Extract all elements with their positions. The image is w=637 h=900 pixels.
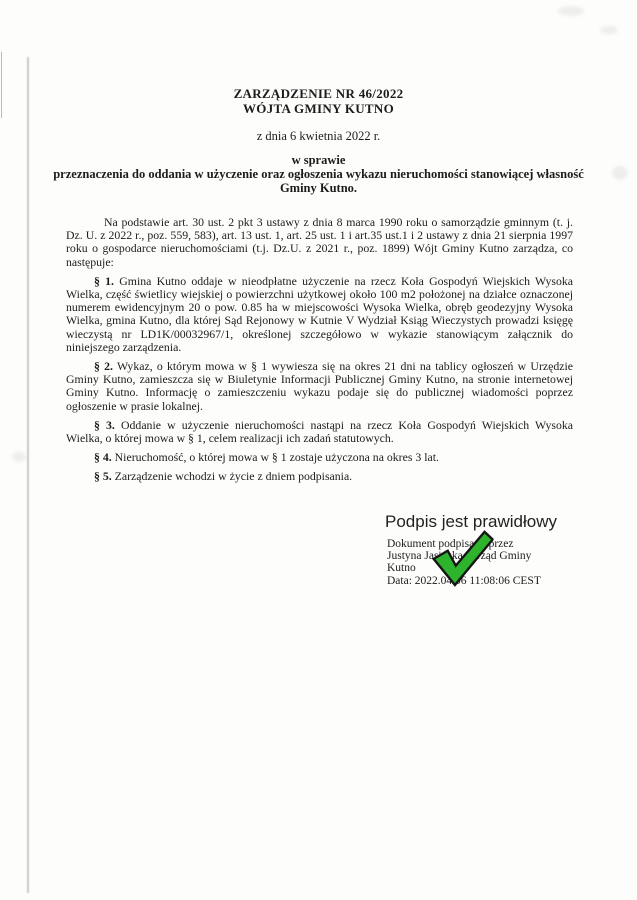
paragraph-text: Nieruchomość, o której mowa w § 1 zostaje użyczona na okres 3 lat. xyxy=(114,450,439,465)
paragraph-text: Gmina Kutno oddaje w nieodpłatne użyczenie na rzecz Koła Gospodyń Wiejskich Wysoka Wielka, część świetlicy wiejskiej o powierzchni użytkowej około 100 m2 położonej na działce oznaczonej numerem ewidencyjnym 20 o pow. 0.85 ha w miejscowości Wysoka Wielka, obręb geodezyjny Wysoka Wielka, gmina Kutno, dla której Sąd Rejonowy w Kutnie V Wydział Ksiąg Wieczystych prowadzi księgę wieczystą nr LD1K/00032967/1, określonej szczegółowo w wykazie stanowiącym załącznik do niniejszego zarządzenia. xyxy=(66,273,573,354)
paragraph-text: Oddanie w użyczenie nieruchomości nastąpi na rzecz Koła Gospodyń Wiejskich Wysoka Wielka, o której mowa w § 1, celem realizacji ich zadań statutowych. xyxy=(66,417,574,446)
ordinance-paragraph-3 xyxy=(66,419,573,445)
signature-detail-line-3: Kutno xyxy=(387,562,416,575)
title-line-2: WÓJTA GMINY KUTNO xyxy=(243,101,394,116)
signature-valid-check-icon xyxy=(423,519,496,593)
document-subject xyxy=(20,153,617,195)
signature-details xyxy=(387,538,615,587)
signature-detail-line-1: Dokument podpisany przez xyxy=(387,538,514,550)
subject-intro: w sprawie xyxy=(291,153,346,167)
paragraph-text: Wykaz, o którym mowa w § 1 wywiesza się na okres 21 dni na tablicy ogłoszeń w Urzędzie Gminy Kutno, zamieszcza się w Biuletynie Informacji Publicznej Gminy Kutno, na stronie internetowej Gminy Kutno. Informację o zamieszczeniu wykazu podaje się do publicznej wiadomości poprzez ogłoszenie w prasie lokalnej. xyxy=(66,359,573,413)
paragraph-marker: § 1. xyxy=(94,273,114,288)
digital-signature-stamp xyxy=(385,512,615,587)
paragraph-marker: § 2. xyxy=(94,359,113,374)
ordinance-paragraph-4 xyxy=(66,451,573,464)
scan-speck xyxy=(12,452,26,462)
ordinance-paragraph-2 xyxy=(66,360,573,413)
scan-speck xyxy=(600,26,618,34)
subject-line-1: przeznaczenia do oddania w użyczenie oraz ogłoszenia wykazu nieruchomości stanowiącej własność xyxy=(53,167,584,181)
title-line-1: ZARZĄDZENIE NR 46/2022 xyxy=(233,86,404,101)
scan-speck xyxy=(558,6,584,16)
signature-detail-line-2: Justyna Jasińska, Urząd Gminy xyxy=(387,550,532,563)
ordinance-paragraph-5 xyxy=(66,470,573,483)
ordinance-paragraph-1 xyxy=(66,275,573,354)
preamble-paragraph: Na podstawie art. 30 ust. 2 pkt 3 ustawy z dnia 8 marca 1990 roku o samorządzie gminnym (t. j. Dz. U. z 2022 r., poz. 559, 583), art. 13 ust. 1, art. 25 ust. 1 i art.35 ust.1 i 2 ustawy z dnia 21 sierpnia 1997 roku o gospodarce nieruchomościami (t.j. Dz.U. z 2021 r., poz. 1899) Wójt Gminy Kutno zarządza, co następuje: xyxy=(66,215,573,269)
subject-line-2: Gminy Kutno. xyxy=(279,181,358,195)
paragraph-marker: § 4. xyxy=(94,450,112,465)
paragraph-text: Zarządzenie wchodzi w życie z dniem podpisania. xyxy=(114,469,353,484)
signature-detail-line-4: Data: 2022.04.06 11:08:06 CEST xyxy=(387,574,541,587)
document-body xyxy=(66,216,573,490)
paragraph-marker: § 5. xyxy=(94,469,112,484)
document-title xyxy=(0,86,637,116)
paragraph-marker: § 3. xyxy=(94,417,115,432)
signature-valid-headline: Podpis jest prawidłowy xyxy=(385,512,557,531)
document-date: z dnia 6 kwietnia 2022 r. xyxy=(256,129,381,143)
